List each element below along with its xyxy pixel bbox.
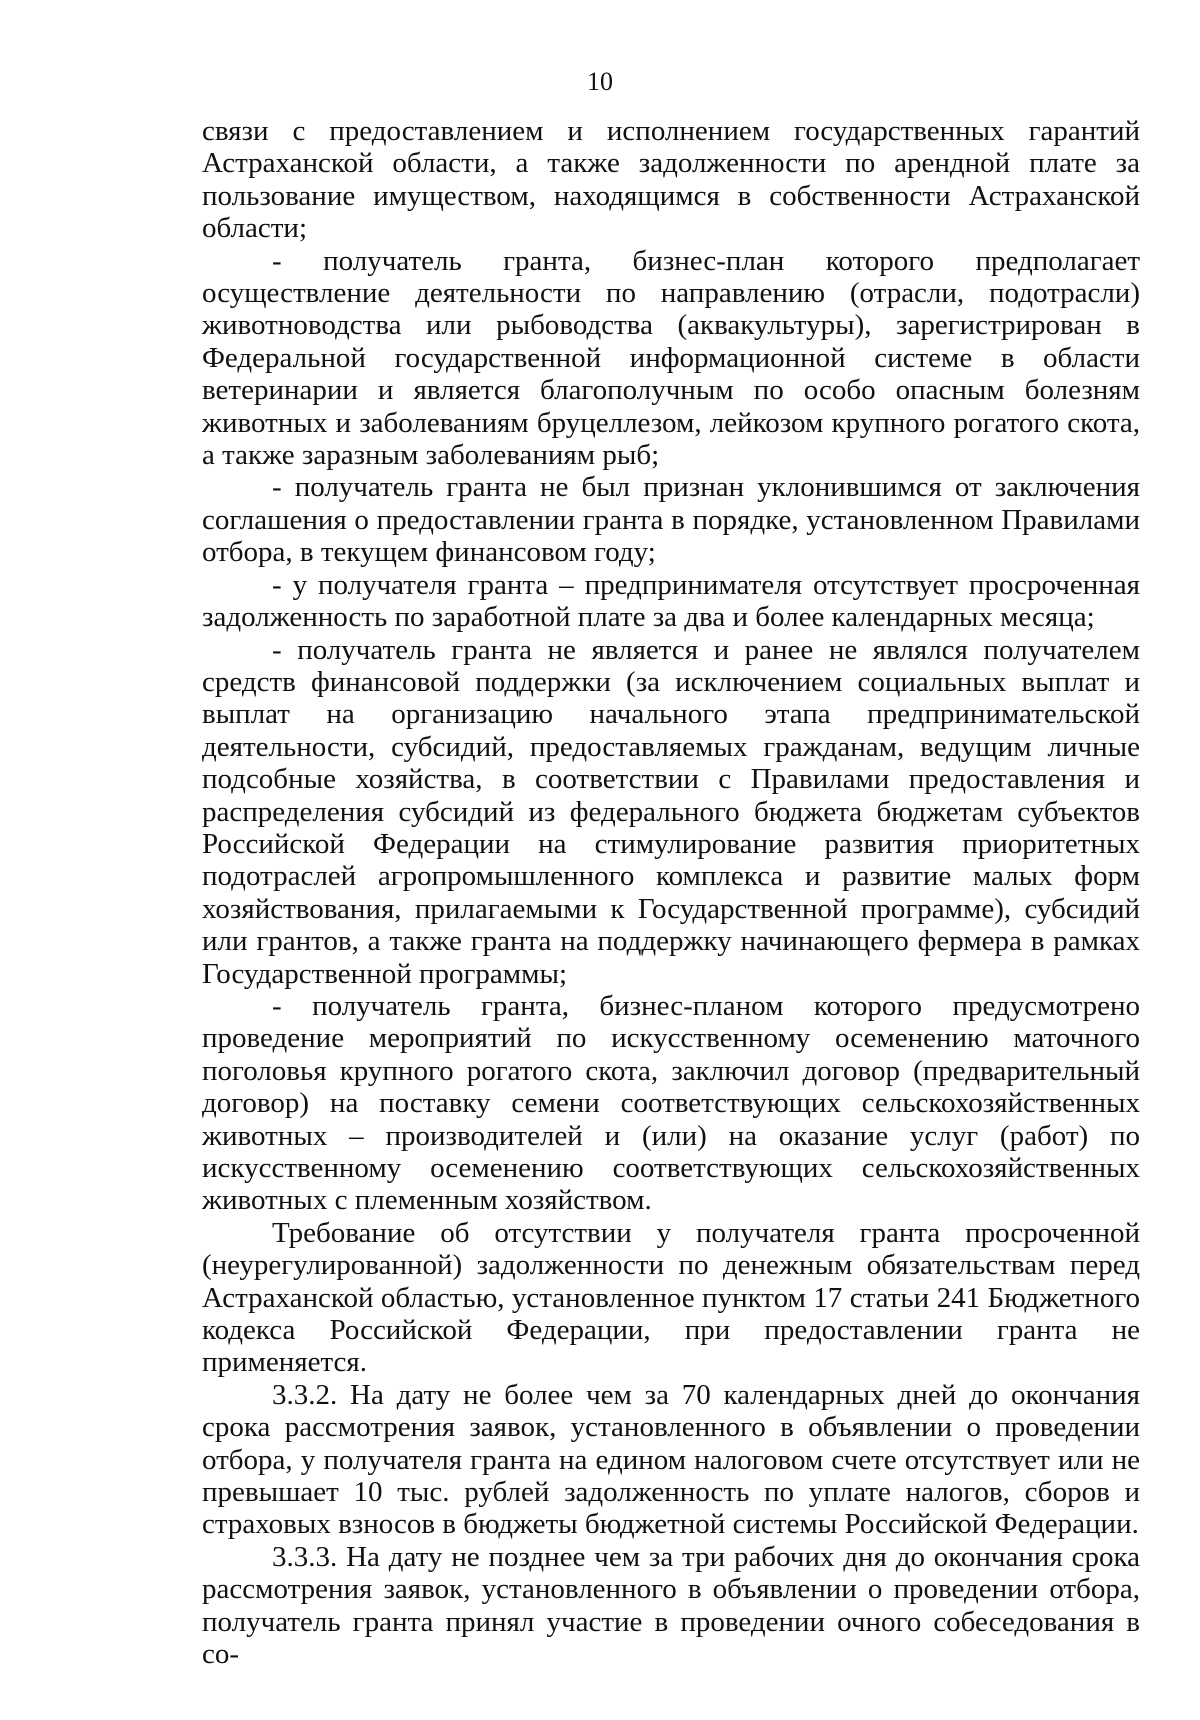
- paragraph-3-3-3: 3.3.3. На дату не позднее чем за три рабочих дня до окончания срока рассмотрения заявок, установленного в объявлении о проведении отбора, получатель гранта принял участие в проведении очного собеседования в со-: [202, 1540, 1140, 1671]
- paragraph-continuation: связи с предоставлением и исполнением государственных гарантий Астраханской области, а также задолженности по арендной плате за пользование имуществом, находящимся в собственности Астраханской области;: [202, 115, 1140, 245]
- paragraph-wage-arrears: - у получателя гранта – предпринимателя отсутствует просроченная задолженность по заработной плате за два и более календарных месяца;: [202, 568, 1140, 634]
- document-body: [202, 115, 1140, 1671]
- page-number: 10: [587, 67, 613, 96]
- paragraph-agreement-evasion: - получатель гранта не был признан уклонившимся от заключения соглашения о предоставлении гранта в порядке, установленном Правилами отбора, в текущем финансовом году;: [202, 471, 1140, 569]
- paragraph-3-3-2: 3.3.2. На дату не более чем за 70 календарных дней до окончания срока рассмотрения заявок, установленного в объявлении о проведении отбора, у получателя гранта на едином налоговом счете отсутствует или не превышает 10 тыс. рублей задолженность по уплате налогов, сборов и страховых взносов в бюджеты бюджетной системы Российской Федерации.: [202, 1378, 1140, 1541]
- paragraph-insemination: - получатель гранта, бизнес-планом которого предусмотрено проведение мероприятий по искусственному осеменению маточного поголовья крупного рогатого скота, заключил договор (предварительный договор) на поставку семени соответствующих сельскохозяйственных животных – производителей и (или) на оказание услуг (работ) по искусственному осеменению соответствующих сельскохозяйственных животных с племенным хозяйством.: [202, 989, 1140, 1217]
- paragraph-livestock-registration: - получатель гранта, бизнес-план которого предполагает осуществление деятельности по направлению (отрасли, подотрасли) животноводства или рыбоводства (аквакультуры), зарегистрирован в Федеральной государственной информационной системе в области ветеринарии и является благополучным по особо опасным болезням животных и заболеваниям бруцеллезом, лейкозом крупного рогатого скота, а также заразным заболеваниям рыб;: [202, 244, 1140, 472]
- paragraph-financial-support: - получатель гранта не является и ранее не являлся получателем средств финансовой поддержки (за исключением социальных выплат и выплат на организацию начального этапа предпринимательской деятельности, субсидий, предоставляемых гражданам, ведущим личные подсобные хозяйства, в соответствии с Правилами предоставления и распределения субсидий из федерального бюджета бюджетам субъектов Российской Федерации на стимулирование развития приоритетных подотраслей агропромышленного комплекса и развитие малых форм хозяйствования, прилагаемыми к Государственной программе), субсидий или грантов, а также гранта на поддержку начинающего фермера в рамках Государственной программы;: [202, 633, 1140, 990]
- paragraph-debt-requirement: Требование об отсутствии у получателя гранта просроченной (неурегулированной) задолженности по денежным обязательствам перед Астраханской областью, установленное пунктом 17 статьи 241 Бюджетного кодекса Российской Федерации, при предоставлении гранта не применяется.: [202, 1216, 1140, 1379]
